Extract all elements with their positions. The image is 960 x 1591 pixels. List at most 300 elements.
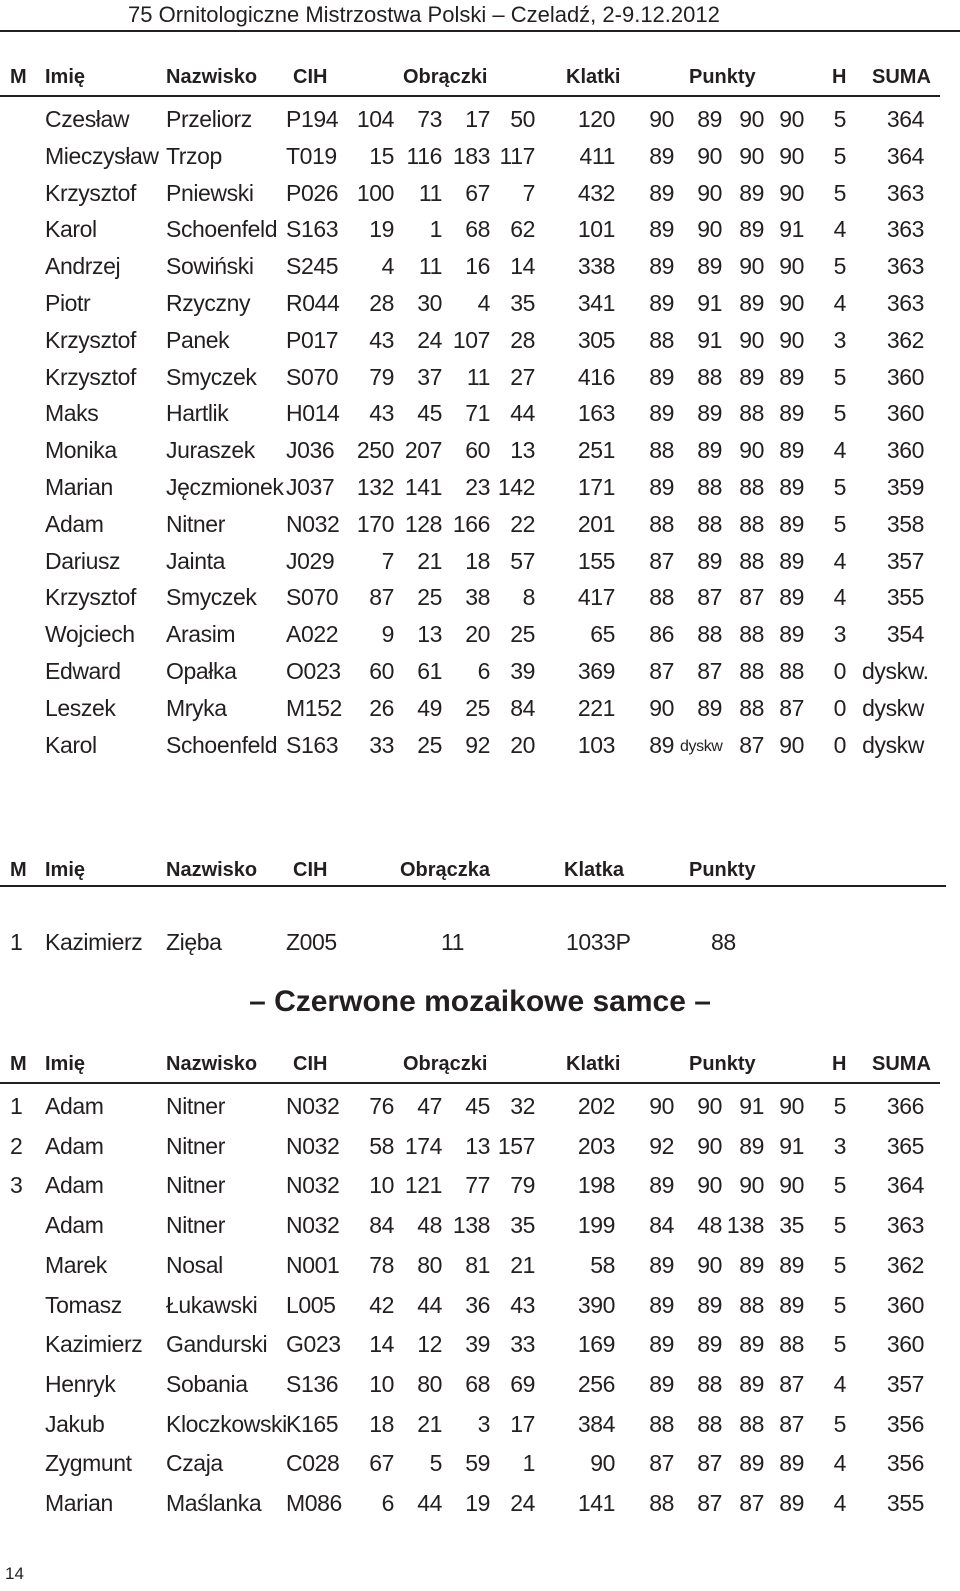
- cell-punkty: 88: [649, 1410, 674, 1437]
- cell-cih: K165: [286, 1410, 339, 1437]
- cell-klatka: 341: [577, 290, 615, 316]
- cell-obraczka: 14: [369, 1331, 394, 1358]
- table-row: [0, 216, 960, 253]
- table-row: [0, 1093, 960, 1133]
- cell-obraczka: 67: [465, 179, 490, 206]
- cell-obraczka: 14: [510, 253, 535, 280]
- cell-nazwisko: Zięba: [166, 929, 222, 955]
- table-row: [0, 474, 960, 511]
- cell-nazwisko: Nitner: [166, 1212, 225, 1239]
- cell-klatka: 120: [577, 106, 615, 132]
- cell-obraczka: 170: [356, 510, 394, 537]
- cell-obraczka: 21: [417, 547, 442, 574]
- cell-h: 5: [833, 510, 846, 537]
- cell-obraczka: 5: [429, 1450, 442, 1477]
- cell-punkty: 90: [779, 179, 804, 206]
- cell-suma: dyskw.: [862, 658, 929, 684]
- cell-klatka: 65: [590, 621, 615, 648]
- cell-imie: Marian: [45, 1490, 113, 1516]
- cell-punkty: 90: [779, 1172, 804, 1199]
- cell-cih: O023: [286, 658, 341, 684]
- cell-imie: Edward: [45, 658, 121, 684]
- cell-suma: 360: [886, 1291, 924, 1318]
- cell-punkty: 87: [779, 1370, 804, 1397]
- table-row: [0, 1212, 960, 1252]
- cell-imie: Adam: [45, 1093, 104, 1119]
- page-number: 14: [5, 1564, 24, 1583]
- cell-obraczka: 132: [356, 474, 394, 500]
- cell-punkty: 87: [649, 1450, 674, 1477]
- cell-cih: J037: [286, 474, 335, 500]
- cell-obraczka: 141: [404, 474, 442, 500]
- cell-punkty: 88: [779, 1331, 804, 1358]
- cell-suma: 356: [886, 1410, 924, 1437]
- cell-obraczka: 26: [369, 694, 394, 721]
- cell-punkty: 88: [739, 1410, 764, 1437]
- cell-punkty: 88: [739, 400, 764, 427]
- cell-obraczka: 1: [522, 1450, 535, 1477]
- cell-punkty: 89: [739, 1132, 764, 1159]
- cell-cih: A022: [286, 621, 339, 648]
- cell-nazwisko: Gandurski: [166, 1331, 268, 1358]
- cell-h: 5: [833, 1212, 846, 1239]
- cell-klatka: 411: [579, 142, 615, 169]
- cell-klatka: 416: [577, 363, 615, 390]
- cell-klatka: 390: [577, 1291, 615, 1318]
- cell-h: 4: [833, 547, 846, 574]
- cell-obraczka: 22: [510, 510, 535, 537]
- cell-h: 5: [833, 1172, 846, 1199]
- cell-punkty: 89: [779, 1450, 804, 1477]
- cell-imie: Henryk: [45, 1370, 116, 1397]
- cell-obraczka: 20: [465, 621, 490, 648]
- col-header-m: M: [10, 859, 27, 881]
- cell-cih: N032: [286, 1132, 340, 1159]
- table-rule: [0, 95, 940, 97]
- cell-obraczka: 68: [465, 216, 490, 243]
- cell-obraczka: 21: [510, 1251, 535, 1278]
- cell-punkty: 90: [697, 179, 722, 206]
- col-header-m: M: [10, 66, 27, 88]
- cell-punkty: 89: [739, 1331, 764, 1358]
- cell-cih: L005: [286, 1291, 336, 1318]
- cell-obraczka: 18: [465, 547, 490, 574]
- cell-punkty: 89: [649, 290, 674, 316]
- cell-imie: Krzysztof: [45, 584, 136, 611]
- cell-nazwisko: Mryka: [166, 694, 227, 721]
- cell-obraczka: 21: [417, 1410, 442, 1437]
- col-header-h: H: [832, 66, 847, 88]
- col-header-punkty: Punkty: [689, 66, 756, 88]
- cell-obraczka: 58: [369, 1132, 394, 1159]
- cell-obraczka: 24: [417, 326, 442, 353]
- cell-punkty: 88: [739, 547, 764, 574]
- cell-nazwisko: Nitner: [166, 1132, 225, 1159]
- cell-punkty: 91: [779, 216, 804, 243]
- cell-punkty: 87: [739, 584, 764, 611]
- cell-punkty: 90: [697, 142, 722, 169]
- cell-suma: 357: [886, 1370, 924, 1397]
- cell-obraczka: 36: [465, 1291, 490, 1318]
- cell-punkty: 90: [779, 290, 804, 316]
- cell-klatka: 198: [577, 1172, 615, 1199]
- cell-suma: 364: [886, 106, 924, 132]
- cell-punkty: 89: [779, 510, 804, 537]
- cell-punkty: 87: [697, 584, 722, 611]
- cell-punkty: 88: [739, 694, 764, 721]
- cell-punkty: 90: [649, 106, 674, 132]
- cell-suma: 360: [886, 363, 924, 390]
- table-row: [0, 327, 960, 364]
- cell-obraczka: 6: [381, 1490, 394, 1516]
- cell-h: 0: [833, 658, 846, 684]
- cell-obraczka: 3: [477, 1410, 490, 1437]
- cell-punkty: 35: [779, 1212, 804, 1239]
- cell-obraczka: 11: [418, 253, 442, 280]
- cell-nazwisko: Schoenfeld: [166, 216, 278, 243]
- cell-punkty: 89: [779, 1251, 804, 1278]
- cell-punkty: 89: [779, 1291, 804, 1318]
- cell-obraczka: 35: [510, 1212, 535, 1239]
- cell-obraczka: 79: [510, 1172, 535, 1199]
- cell-punkty: 90: [739, 326, 764, 353]
- cell-obraczka: 15: [369, 142, 394, 169]
- cell-cih: J029: [286, 547, 335, 574]
- cell-punkty: 88: [779, 658, 804, 684]
- cell-h: 5: [833, 1093, 846, 1119]
- table-row: [0, 1331, 960, 1371]
- cell-h: 4: [833, 584, 846, 611]
- cell-obraczka: 16: [465, 253, 490, 280]
- cell-punkty: 89: [779, 584, 804, 611]
- cell-punkty: 89: [649, 216, 674, 243]
- cell-nazwisko: Kloczkowski: [166, 1410, 287, 1437]
- cell-obraczka: 60: [465, 437, 490, 464]
- cell-punkty: 91: [697, 326, 722, 353]
- cell-obraczka: 28: [510, 326, 535, 353]
- cell-obraczka: 71: [465, 400, 490, 427]
- cell-punkty: 90: [779, 326, 804, 353]
- cell-imie: Karol: [45, 731, 97, 758]
- cell-suma: 363: [886, 253, 924, 280]
- cell-imie: Piotr: [45, 290, 91, 316]
- cell-h: 5: [833, 363, 846, 390]
- cell-h: 4: [833, 437, 846, 464]
- col-header-suma: SUMA: [872, 1053, 931, 1075]
- table-row: [0, 621, 960, 658]
- cell-punkty: 88: [697, 621, 722, 648]
- table-row: [0, 658, 960, 695]
- cell-punkty: 90: [739, 106, 764, 132]
- cell-imie: Adam: [45, 1212, 104, 1239]
- cell-punkty: 89: [649, 1370, 674, 1397]
- cell-punkty: 88: [739, 621, 764, 648]
- cell-h: 5: [833, 474, 846, 500]
- col-header-m: M: [10, 1053, 27, 1075]
- table-row: [0, 1172, 960, 1212]
- cell-imie: Krzysztof: [45, 363, 136, 390]
- cell-obraczka: 45: [417, 400, 442, 427]
- cell-punkty: 89: [779, 547, 804, 574]
- cell-punkty: 90: [779, 142, 804, 169]
- cell-nazwisko: Pniewski: [166, 179, 254, 206]
- cell-obraczka: 35: [510, 290, 535, 316]
- cell-punkty: 87: [697, 658, 722, 684]
- col-header-nazwisko: Nazwisko: [166, 859, 258, 881]
- results-table-1: [0, 62, 960, 758]
- cell-punkty: 89: [739, 1251, 764, 1278]
- cell-suma: 365: [886, 1132, 924, 1159]
- cell-punkty: 89: [739, 216, 764, 243]
- cell-punkty: 90: [779, 731, 804, 758]
- cell-obraczka: 80: [417, 1370, 442, 1397]
- cell-obraczka: 7: [381, 547, 394, 574]
- cell-suma: 359: [886, 474, 924, 500]
- cell-obraczka: 45: [465, 1093, 490, 1119]
- cell-obraczka: 92: [465, 731, 490, 758]
- cell-obraczka: 174: [404, 1132, 442, 1159]
- cell-cih: R044: [286, 290, 340, 316]
- cell-obraczka: 19: [369, 216, 394, 243]
- cell-h: 5: [833, 1410, 846, 1437]
- cell-punkty: dyskw: [680, 737, 723, 755]
- col-header-punkty: Punkty: [689, 1053, 756, 1075]
- cell-cih: C028: [286, 1450, 340, 1477]
- table-row: [0, 1450, 960, 1490]
- cell-suma: 366: [886, 1093, 924, 1119]
- cell-punkty: 89: [697, 547, 722, 574]
- cell-nazwisko: Juraszek: [166, 437, 255, 464]
- cell-nazwisko: Czaja: [166, 1450, 223, 1477]
- cell-klatka: 101: [577, 216, 615, 243]
- cell-obraczka: 19: [465, 1490, 490, 1516]
- cell-punkty: 89: [739, 1370, 764, 1397]
- cell-punkty: 87: [649, 547, 674, 574]
- cell-punkty: 89: [649, 179, 674, 206]
- cell-punkty: 87: [649, 658, 674, 684]
- cell-obraczka: 18: [369, 1410, 394, 1437]
- cell-obraczka: 4: [477, 290, 490, 316]
- cell-obraczka: 8: [522, 584, 535, 611]
- cell-punkty: 87: [739, 1490, 764, 1516]
- cell-obraczka: 61: [417, 658, 442, 684]
- cell-klatka: 256: [577, 1370, 615, 1397]
- cell-imie: Adam: [45, 1172, 104, 1199]
- col-header-klatka: Klatka: [564, 859, 625, 881]
- cell-klatka: 155: [577, 547, 615, 574]
- cell-cih: P194: [286, 106, 339, 132]
- cell-obraczka: 10: [369, 1172, 394, 1199]
- cell-punkty: 90: [697, 216, 722, 243]
- cell-cih: G023: [286, 1331, 341, 1358]
- cell-punkty: 89: [779, 621, 804, 648]
- cell-punkty: 89: [697, 694, 722, 721]
- cell-nazwisko: Jainta: [166, 547, 225, 574]
- cell-h: 5: [833, 1331, 846, 1358]
- cell-obraczka: 50: [510, 106, 535, 132]
- cell-nazwisko: Smyczek: [166, 363, 257, 390]
- cell-obraczka: 12: [417, 1331, 442, 1358]
- cell-obraczka: 44: [417, 1490, 442, 1516]
- cell-obraczka: 73: [417, 106, 442, 132]
- cell-imie: Karol: [45, 216, 97, 243]
- cell-klatka: 58: [590, 1251, 615, 1278]
- col-header-punkty: Punkty: [689, 859, 756, 881]
- cell-punkty: 90: [697, 1172, 722, 1199]
- cell-klatka: 417: [577, 584, 615, 611]
- cell-suma: 363: [886, 216, 924, 243]
- table-header: [0, 1049, 960, 1079]
- cell-obraczka: 7: [522, 179, 535, 206]
- cell-punkty: 90: [739, 142, 764, 169]
- cell-suma: 355: [886, 584, 924, 611]
- cell-obraczka: 78: [369, 1251, 394, 1278]
- cell-obraczka: 87: [369, 584, 394, 611]
- cell-nazwisko: Sobania: [166, 1370, 248, 1397]
- cell-obraczka: 68: [465, 1370, 490, 1397]
- cell-punkty: 89: [649, 1251, 674, 1278]
- cell-obraczka: 11: [441, 929, 465, 955]
- col-header-klatki: Klatki: [566, 1053, 621, 1075]
- cell-punkty: 89: [779, 437, 804, 464]
- cell-imie: Kazimierz: [45, 1331, 143, 1358]
- cell-m: 2: [10, 1132, 23, 1159]
- cell-punkty: 90: [697, 1251, 722, 1278]
- cell-h: 4: [833, 1450, 846, 1477]
- cell-h: 4: [833, 216, 846, 243]
- cell-cih: S163: [286, 216, 339, 243]
- cell-klatka: 169: [577, 1331, 615, 1358]
- cell-punkty: 89: [649, 474, 674, 500]
- cell-punkty: 89: [697, 400, 722, 427]
- cell-punkty: 88: [649, 1490, 674, 1516]
- cell-obraczka: 25: [417, 584, 442, 611]
- cell-punkty: 89: [697, 437, 722, 464]
- cell-obraczka: 47: [417, 1093, 442, 1119]
- col-header-cih: CIH: [293, 66, 328, 88]
- cell-klatka: 199: [577, 1212, 615, 1239]
- cell-imie: Andrzej: [45, 253, 121, 280]
- cell-klatka: 203: [577, 1132, 615, 1159]
- cell-obraczka: 28: [369, 290, 394, 316]
- col-header-suma: SUMA: [872, 66, 931, 88]
- cell-obraczka: 27: [510, 363, 535, 390]
- cell-nazwisko: Schoenfeld: [166, 731, 278, 758]
- cell-suma: 360: [886, 400, 924, 427]
- cell-h: 3: [833, 326, 846, 353]
- cell-klatka: 221: [577, 694, 615, 721]
- cell-nazwisko: Rzyczny: [166, 290, 251, 316]
- cell-obraczka: 38: [465, 584, 490, 611]
- cell-punkty: 87: [779, 694, 804, 721]
- table-row: [0, 548, 960, 585]
- cell-h: 3: [833, 621, 846, 648]
- cell-nazwisko: Panek: [166, 326, 230, 353]
- cell-punkty: 88: [739, 474, 764, 500]
- cell-imie: Czesław: [45, 106, 130, 132]
- cell-obraczka: 33: [369, 731, 394, 758]
- cell-obraczka: 6: [477, 658, 490, 684]
- cell-punkty: 88: [739, 1291, 764, 1318]
- section-title: – Czerwone mozaikowe samce –: [249, 985, 711, 1018]
- cell-obraczka: 11: [418, 179, 442, 206]
- table-row: [0, 732, 960, 769]
- cell-obraczka: 49: [417, 694, 442, 721]
- cell-punkty: 89: [739, 363, 764, 390]
- cell-obraczka: 138: [452, 1212, 490, 1239]
- cell-cih: P017: [286, 326, 339, 353]
- cell-m: 3: [10, 1172, 23, 1199]
- cell-suma: 360: [886, 437, 924, 464]
- cell-klatka: 90: [590, 1450, 615, 1477]
- cell-obraczka: 20: [510, 731, 535, 758]
- cell-obraczka: 69: [510, 1370, 535, 1397]
- cell-obraczka: 60: [369, 658, 394, 684]
- table-row: [0, 290, 960, 327]
- table-row: [0, 511, 960, 548]
- cell-cih: S070: [286, 363, 339, 390]
- cell-punkty: 89: [779, 1490, 804, 1516]
- cell-obraczka: 183: [452, 142, 490, 169]
- cell-obraczka: 84: [510, 694, 535, 721]
- table-row: [0, 929, 960, 965]
- cell-nazwisko: Jęczmionek: [166, 474, 284, 500]
- cell-cih: S070: [286, 584, 339, 611]
- cell-punkty: 89: [739, 1450, 764, 1477]
- cell-klatka: 163: [577, 400, 615, 427]
- cell-cih: S245: [286, 253, 339, 280]
- cell-obraczka: 107: [452, 326, 490, 353]
- cell-punkty: 88: [739, 658, 764, 684]
- cell-punkty: 88: [697, 363, 722, 390]
- cell-obraczka: 104: [356, 106, 394, 132]
- cell-h: 5: [833, 400, 846, 427]
- cell-obraczka: 128: [404, 510, 442, 537]
- cell-punkty: 88: [739, 510, 764, 537]
- cell-punkty: 90: [649, 1093, 674, 1119]
- cell-obraczka: 11: [466, 363, 490, 390]
- cell-punkty: 87: [739, 731, 764, 758]
- cell-obraczka: 76: [369, 1093, 394, 1119]
- cell-obraczka: 13: [510, 437, 535, 464]
- cell-punkty: 89: [739, 179, 764, 206]
- cell-imie: Dariusz: [45, 547, 121, 574]
- cell-obraczka: 77: [465, 1172, 490, 1199]
- cell-nazwisko: Przeliorz: [166, 106, 252, 132]
- cell-nazwisko: Nitner: [166, 1172, 225, 1199]
- cell-nazwisko: Sowiński: [166, 253, 254, 280]
- cell-imie: Jakub: [45, 1410, 105, 1437]
- table-row: [0, 1133, 960, 1173]
- cell-obraczka: 62: [510, 216, 535, 243]
- cell-suma: 358: [886, 510, 924, 537]
- cell-punkty: 88: [697, 1370, 722, 1397]
- cell-punkty: 91: [739, 1093, 764, 1119]
- col-header-imie: Imię: [45, 859, 86, 881]
- cell-suma: dyskw: [862, 731, 924, 758]
- cell-klatka: 171: [577, 474, 615, 500]
- cell-suma: dyskw: [862, 694, 924, 721]
- cell-nazwisko: Nitner: [166, 510, 225, 537]
- cell-h: 4: [833, 1370, 846, 1397]
- col-header-klatki: Klatki: [566, 66, 621, 88]
- table-row: [0, 1411, 960, 1451]
- cell-obraczka: 100: [356, 179, 394, 206]
- cell-klatka: 369: [577, 658, 615, 684]
- cell-cih: J036: [286, 437, 335, 464]
- cell-klatka: 384: [577, 1410, 615, 1437]
- cell-punkty: 48: [697, 1212, 722, 1239]
